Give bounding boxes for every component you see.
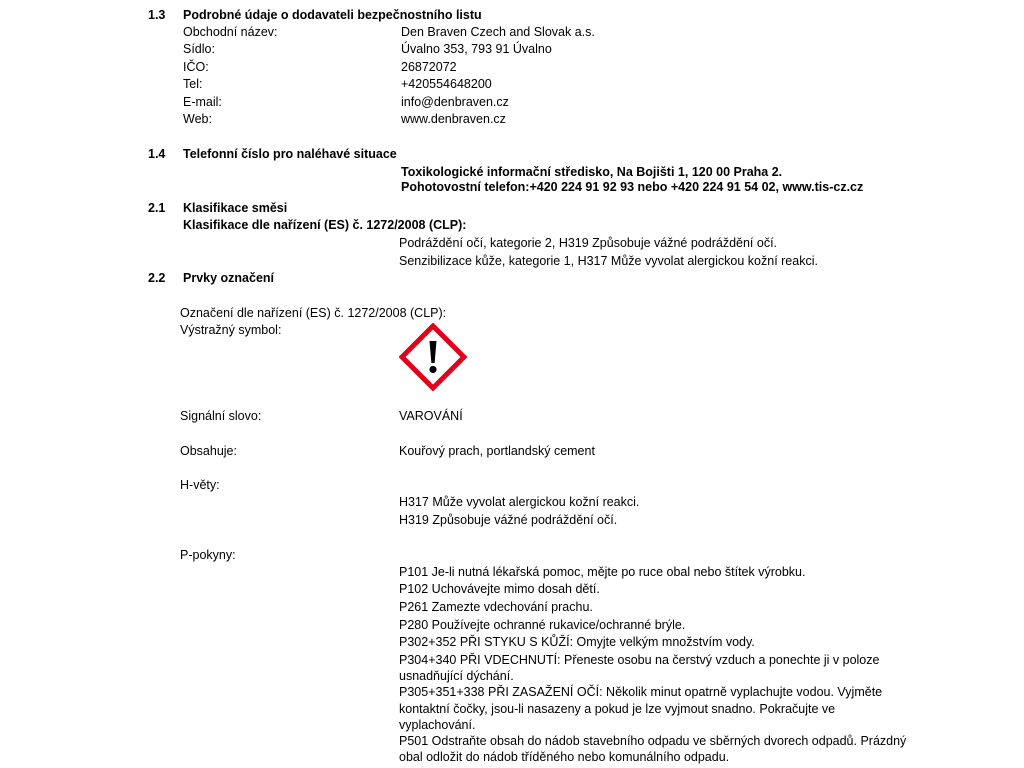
- p-statement-line: obal odložit do nádob tříděného nebo komunálního odpadu.: [399, 750, 730, 764]
- section-number-1-4: 1.4: [148, 147, 166, 161]
- signal-word-label: Signální slovo:: [180, 409, 262, 423]
- p-statement-line: P304+340 PŘI VDECHNUTÍ: Přeneste osobu na čerstvý vzduch a ponechte ji v poloze: [399, 653, 880, 667]
- p-statement-line: kontaktní čočky, jsou-li nasazeny a pokud je lze vyjmout snadno. Pokračujte ve: [399, 702, 836, 716]
- section-number-1-3: 1.3: [148, 8, 166, 22]
- h-statements-label: H-věty:: [180, 478, 220, 492]
- address-label: Sídlo:: [183, 42, 215, 56]
- p-statement-line: P501 Odstraňte obsah do nádob stavebního odpadu ve sběrných dvorech odpadů. Prázdný: [399, 734, 907, 748]
- classification-eye-irritation: Podráždění očí, kategorie 2, H319 Způsobuje vážné podráždění očí.: [399, 236, 778, 250]
- section-title-classification: Klasifikace směsi: [183, 201, 288, 215]
- section-title-emergency-phone: Telefonní číslo pro naléhavé situace: [183, 147, 397, 161]
- web-label: Web:: [183, 112, 212, 126]
- emergency-phone-line: Pohotovostní telefon:+420 224 91 92 93 nebo +420 224 91 54 02, www.tis-cz.cz: [401, 180, 864, 194]
- phone-label: Tel:: [183, 77, 203, 91]
- section-number-2-2: 2.2: [148, 271, 166, 285]
- p-statements-label: P-pokyny:: [180, 548, 236, 562]
- h-statement-h317: H317 Může vyvolat alergickou kožní reakci.: [399, 495, 640, 509]
- section-number-2-1: 2.1: [148, 201, 166, 215]
- trade-name-value: Den Braven Czech and Slovak a.s.: [401, 25, 595, 39]
- contains-label: Obsahuje:: [180, 444, 237, 458]
- ico-label: IČO:: [183, 60, 209, 74]
- p-statement-line: P101 Je-li nutná lékařská pomoc, mějte po ruce obal nebo štítek výrobku.: [399, 565, 806, 579]
- p-statement-line: P261 Zamezte vdechování prachu.: [399, 600, 593, 614]
- classification-skin-sensitisation: Senzibilizace kůže, kategorie 1, H317 Může vyvolat alergickou kožní reakci.: [399, 254, 818, 268]
- signal-word-value: VAROVÁNÍ: [399, 409, 463, 423]
- email-value[interactable]: info@denbraven.cz: [401, 95, 509, 109]
- section-title-label-elements: Prvky označení: [183, 271, 275, 285]
- toxicology-center-line: Toxikologické informační středisko, Na Bojišti 1, 120 00 Praha 2.: [401, 165, 783, 179]
- p-statement-line: P102 Uchovávejte mimo dosah dětí.: [399, 582, 600, 596]
- web-value[interactable]: www.denbraven.cz: [401, 112, 506, 126]
- trade-name-label: Obchodní název:: [183, 25, 278, 39]
- ico-value: 26872072: [401, 60, 457, 74]
- hazard-symbol-label: Výstražný symbol:: [180, 323, 282, 337]
- h-statement-h319: H319 Způsobuje vážné podráždění očí.: [399, 513, 618, 527]
- p-statement-line: usnadňující dýchání.: [399, 669, 514, 683]
- p-statement-line: P280 Používejte ochranné rukavice/ochranné brýle.: [399, 618, 686, 632]
- p-statement-line: P302+352 PŘI STYKU S KŮŽÍ: Omyjte velkým množstvím vody.: [399, 635, 755, 649]
- p-statement-line: vyplachování.: [399, 718, 476, 732]
- p-statement-line: P305+351+338 PŘI ZASAŽENÍ OČÍ: Několik minut opatrně vyplachujte vodou. Vyjměte: [399, 685, 883, 699]
- email-label: E-mail:: [183, 95, 222, 109]
- section-title-supplier: Podrobné údaje o dodavateli bezpečnostního listu: [183, 8, 482, 22]
- classification-regulation-heading: Klasifikace dle nařízení (ES) č. 1272/2008 (CLP):: [183, 218, 467, 232]
- exclamation-mark-pictogram-icon: [399, 323, 467, 391]
- clp-labelling-label: Označení dle nařízení (ES) č. 1272/2008 (CLP):: [180, 306, 447, 320]
- phone-value: +420554648200: [401, 77, 492, 91]
- contains-value: Kouřový prach, portlandský cement: [399, 444, 595, 458]
- address-value: Úvalno 353, 793 91 Úvalno: [401, 42, 552, 56]
